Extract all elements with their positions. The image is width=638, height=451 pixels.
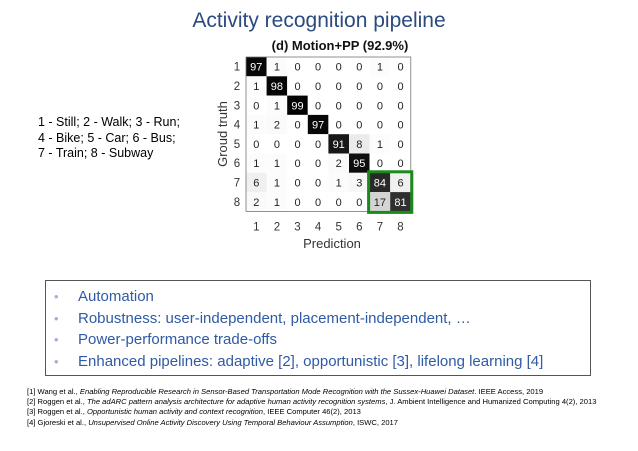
cell-value: 0 bbox=[335, 196, 342, 209]
y-axis-label: Groud truth bbox=[215, 101, 230, 167]
cell-value: 0 bbox=[376, 119, 383, 132]
cell-value: 0 bbox=[397, 158, 404, 171]
cell-value: 1 bbox=[253, 119, 260, 132]
cell-value: 97 bbox=[250, 61, 263, 74]
bullet-item bbox=[54, 286, 590, 308]
cell-value: 1 bbox=[273, 196, 280, 209]
cell-value: 0 bbox=[294, 119, 301, 132]
cell-value: 1 bbox=[376, 138, 383, 151]
references bbox=[27, 387, 617, 428]
cell-value: 0 bbox=[335, 119, 342, 132]
cell-value: 1 bbox=[273, 100, 280, 113]
cell-value: 0 bbox=[356, 61, 363, 74]
bullet-text: Robustness: user-independent, placement-independent, … bbox=[78, 309, 471, 327]
bullet-text: Automation bbox=[78, 288, 154, 306]
cell-value: 1 bbox=[335, 177, 342, 190]
y-tick-label: 5 bbox=[233, 138, 241, 151]
cell-value: 0 bbox=[294, 80, 301, 93]
bullet-text: Power-performance trade-offs bbox=[78, 331, 277, 349]
cell-value: 0 bbox=[397, 80, 404, 93]
cell-value: 2 bbox=[273, 119, 280, 132]
bullet-dot-icon: • bbox=[54, 353, 59, 369]
y-tick-label: 3 bbox=[233, 100, 241, 113]
cell-value: 1 bbox=[376, 61, 383, 74]
reference-item: [3] Roggen et al., Opportunistic human activity and context recognition, IEEE Computer 46(2), 2013 bbox=[27, 407, 361, 417]
cell-value: 97 bbox=[311, 119, 325, 132]
legend-line: 1 - Still; 2 - Walk; 3 - Run; bbox=[38, 115, 180, 129]
bullet-item bbox=[54, 308, 590, 330]
cell-value: 0 bbox=[315, 80, 322, 93]
cell-value: 0 bbox=[356, 80, 363, 93]
cell-value: 1 bbox=[273, 177, 280, 190]
y-tick-label: 4 bbox=[233, 119, 241, 132]
cell-value: 3 bbox=[356, 177, 363, 190]
cell-value: 0 bbox=[273, 138, 280, 151]
x-tick-label: 7 bbox=[376, 221, 384, 234]
cell-value: 0 bbox=[397, 100, 404, 113]
cell-value: 0 bbox=[253, 100, 260, 113]
bullet-text: Enhanced pipelines: adaptive [2], opportunistic [3], lifelong learning [4] bbox=[78, 352, 544, 370]
cell-value: 0 bbox=[397, 61, 404, 74]
slide-title: Activity recognition pipeline bbox=[192, 9, 446, 32]
bullet-item bbox=[54, 351, 590, 373]
bullet-box bbox=[45, 280, 591, 376]
x-tick-label: 8 bbox=[397, 221, 404, 234]
cell-value: 17 bbox=[373, 196, 387, 209]
cell-value: 0 bbox=[315, 61, 322, 74]
cell-value: 81 bbox=[394, 196, 407, 209]
cell-value: 1 bbox=[273, 158, 280, 171]
x-tick-label: 4 bbox=[314, 221, 322, 234]
cell-value: 1 bbox=[253, 80, 260, 93]
cell-value: 0 bbox=[376, 158, 383, 171]
y-tick-label: 2 bbox=[233, 80, 241, 93]
cell-value: 98 bbox=[270, 80, 284, 93]
cell-value: 95 bbox=[353, 158, 366, 171]
cell-value: 0 bbox=[356, 100, 363, 113]
cell-value: 0 bbox=[294, 196, 301, 209]
cell-value: 1 bbox=[273, 61, 280, 74]
reference-item: [1] Wang et al., Enabling Reproducible Research in Sensor-Based Transportation Mode Recognition with the Sussex-Huawei Dataset. IEEE Access, 2019 bbox=[27, 387, 544, 396]
cell-value: 0 bbox=[356, 119, 363, 132]
x-tick-label: 6 bbox=[356, 221, 363, 234]
cell-value: 0 bbox=[315, 138, 322, 151]
cell-value: 0 bbox=[356, 196, 363, 209]
bullet-dot-icon: • bbox=[54, 310, 59, 326]
cell-value: 0 bbox=[294, 158, 301, 171]
bullet-item bbox=[54, 329, 590, 351]
cell-value: 0 bbox=[294, 177, 301, 190]
cell-value: 84 bbox=[373, 177, 387, 190]
reference-item: [2] Roggen et al., The adARC pattern analysis architecture for adaptive human activity recognition systems, J. Ambient Intelligence and Humanized Computing 4(2), 2013 bbox=[27, 397, 597, 407]
reference-item: [4] Gjoreski et al., Unsupervised Online Activity Discovery Using Temporal Behaviour Assumption, ISWC, 2017 bbox=[27, 417, 399, 427]
x-tick-label: 2 bbox=[273, 221, 281, 234]
y-tick-label: 6 bbox=[233, 158, 241, 171]
cell-value: 0 bbox=[315, 177, 322, 190]
cell-value: 91 bbox=[332, 138, 345, 151]
cell-value: 1 bbox=[253, 158, 260, 171]
cell-value: 99 bbox=[291, 100, 304, 113]
cell-value: 6 bbox=[397, 177, 404, 190]
confusion-matrix-title: (d) Motion+PP (92.9%) bbox=[271, 38, 409, 53]
x-tick-label: 1 bbox=[253, 221, 260, 234]
cell-value: 0 bbox=[315, 196, 322, 209]
legend-line: 7 - Train; 8 - Subway bbox=[38, 146, 154, 160]
cell-value: 0 bbox=[397, 138, 404, 151]
y-tick-label: 7 bbox=[233, 177, 241, 190]
cell-value: 0 bbox=[253, 138, 260, 151]
cell-value: 0 bbox=[335, 61, 342, 74]
cell-value: 2 bbox=[253, 196, 260, 209]
cell-value: 0 bbox=[294, 138, 301, 151]
x-tick-label: 5 bbox=[335, 221, 342, 234]
cell-value: 0 bbox=[335, 80, 342, 93]
x-tick-label: 3 bbox=[294, 221, 301, 234]
y-tick-label: 8 bbox=[233, 196, 241, 209]
cell-value: 0 bbox=[397, 119, 404, 132]
legend-line: 4 - Bike; 5 - Car; 6 - Bus; bbox=[38, 130, 176, 145]
cell-value: 8 bbox=[356, 138, 363, 151]
cell-value: 0 bbox=[335, 100, 342, 113]
bullet-dot-icon: • bbox=[54, 289, 59, 305]
cell-value: 0 bbox=[315, 158, 322, 171]
cell-value: 0 bbox=[376, 100, 383, 113]
bullet-dot-icon: • bbox=[54, 332, 59, 348]
y-tick-label: 1 bbox=[233, 61, 241, 74]
cell-value: 2 bbox=[335, 158, 342, 171]
cell-value: 6 bbox=[253, 177, 260, 190]
cell-value: 0 bbox=[294, 61, 301, 74]
x-axis-label: Prediction bbox=[303, 236, 361, 251]
cell-value: 0 bbox=[315, 100, 322, 113]
cell-value: 0 bbox=[376, 80, 383, 93]
